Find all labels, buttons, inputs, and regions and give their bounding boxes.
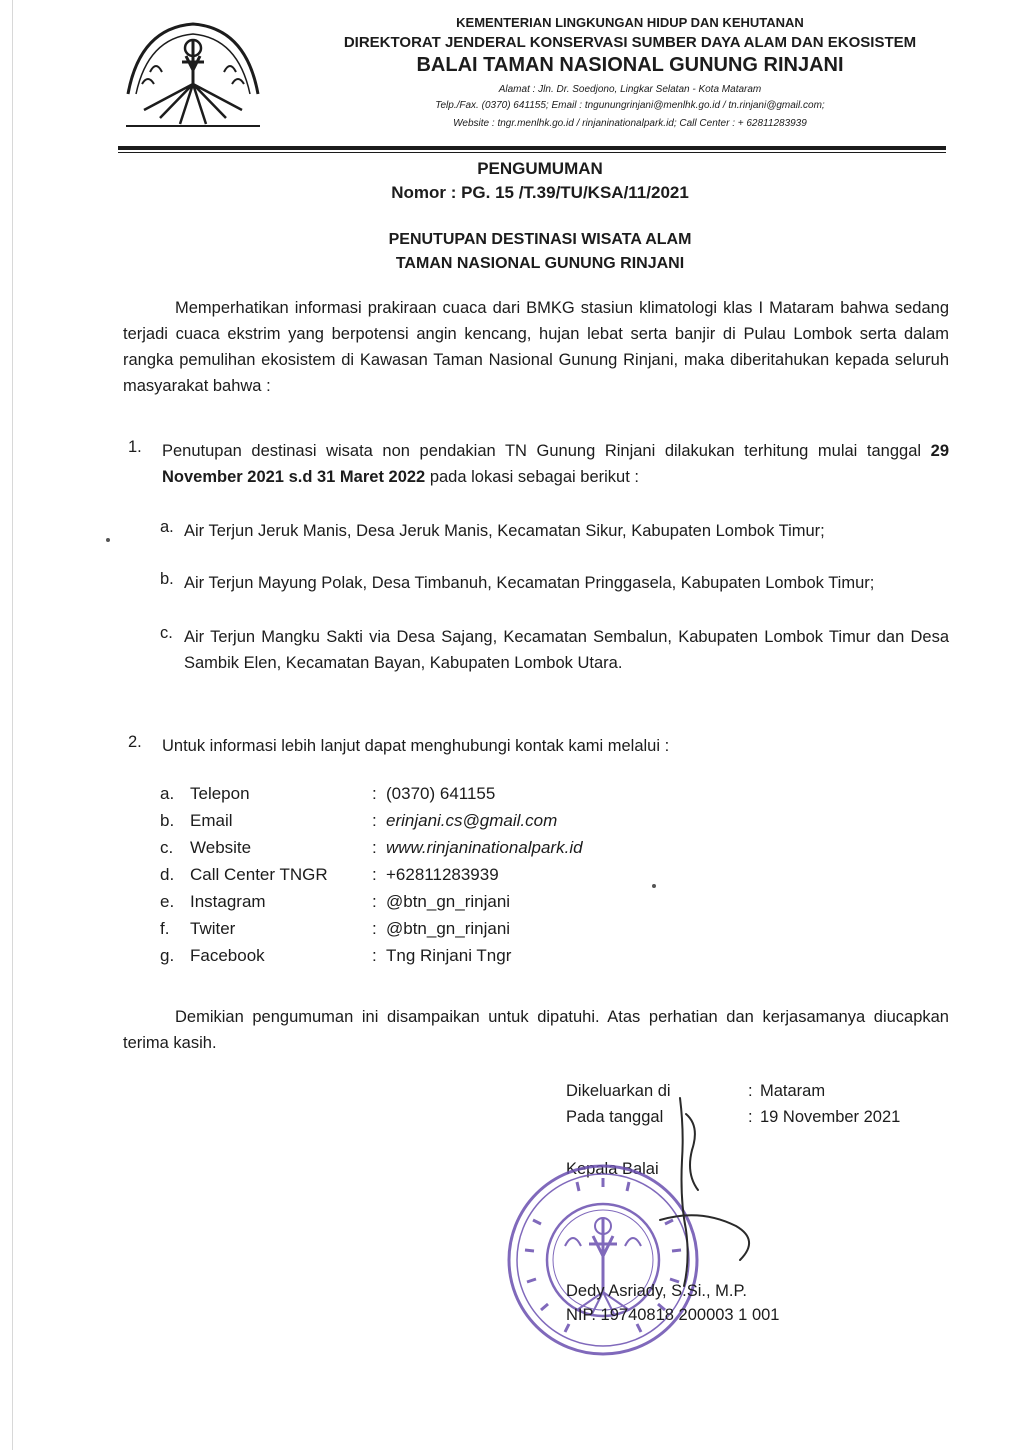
office-name: BALAI TAMAN NASIONAL GUNUNG RINJANI	[416, 54, 844, 76]
item-1-number: 1.	[128, 438, 142, 456]
contact-colon: :	[372, 892, 377, 911]
scan-speck	[106, 538, 110, 542]
subject-line-1: PENUTUPAN DESTINASI WISATA ALAM	[388, 231, 692, 248]
item-2-number: 2.	[128, 733, 142, 751]
directorate-name: DIREKTORAT JENDERAL KONSERVASI SUMBER DAYA ALAM DAN EKOSISTEM	[343, 34, 917, 51]
item-2-text: Untuk informasi lebih lanjut dapat menghubungi kontak kami melalui :	[162, 737, 670, 755]
signer-nip: NIP. 19740818 200003 1 001	[566, 1306, 780, 1324]
contact-letter: d.	[160, 865, 175, 884]
contact-colon: :	[372, 946, 377, 965]
contact-label: Instagram	[190, 892, 266, 911]
ministry-name: KEMENTERIAN LINGKUNGAN HIDUP DAN KEHUTANAN	[456, 15, 804, 30]
contact-label: Facebook	[190, 946, 265, 965]
document-type: PENGUMUMAN	[477, 159, 603, 178]
contact-value: +62811283939	[386, 865, 499, 884]
handwritten-signature	[640, 1090, 780, 1290]
issued-at-value: Mataram	[760, 1082, 826, 1100]
contact-letter: b.	[160, 811, 175, 830]
contact-value: www.rinjaninationalpark.id	[386, 838, 583, 857]
contact-row-facebook	[160, 946, 660, 972]
office-phone-email: Telp./Fax. (0370) 641155; Email : tngunungrinjani@menlhk.go.id / tn.rinjani@gmail.com;	[435, 100, 825, 111]
contact-row-twitter	[160, 919, 660, 945]
contact-value: @btn_gn_rinjani	[386, 919, 511, 938]
location-text: Air Terjun Mangku Sakti via Desa Sajang, Kecamatan Sembalun, Kabupaten Lombok Timur dan Desa Sambik Elen, Kecamatan Bayan, Kabupaten Lombok Utara.	[184, 628, 949, 672]
contact-row-call-center	[160, 865, 660, 891]
location-text: Air Terjun Mayung Polak, Desa Timbanuh, Kecamatan Pringgasela, Kabupaten Lombok Timur;	[184, 574, 875, 592]
location-text: Air Terjun Jeruk Manis, Desa Jeruk Manis, Kecamatan Sikur, Kabupaten Lombok Timur;	[184, 522, 825, 540]
document-number: Nomor : PG. 15 /T.39/TU/KSA/11/2021	[391, 183, 689, 202]
location-letter: a.	[160, 518, 174, 536]
contact-row-website	[160, 838, 660, 864]
contact-row-instagram	[160, 892, 660, 918]
location-letter: b.	[160, 570, 174, 588]
contact-value: (0370) 641155	[386, 784, 496, 803]
contact-label: Email	[190, 811, 233, 830]
office-website: Website : tngr.menlhk.go.id / rinjaninationalpark.id; Call Center : + 62811283939	[453, 118, 807, 129]
issued-at-colon: :	[748, 1082, 753, 1100]
contact-label: Call Center TNGR	[190, 865, 328, 884]
signer-name: Dedy Asriady, S.Si., M.P.	[566, 1282, 747, 1300]
contact-label: Twiter	[190, 919, 236, 938]
contact-value: @btn_gn_rinjani	[386, 892, 511, 911]
contact-colon: :	[372, 811, 377, 830]
contact-letter: a.	[160, 784, 175, 803]
issued-date-colon: :	[748, 1108, 753, 1126]
contact-colon: :	[372, 784, 377, 803]
contact-letter: c.	[160, 838, 174, 857]
issued-at-label: Dikeluarkan di	[566, 1082, 671, 1100]
contact-letter: g.	[160, 946, 175, 965]
contact-colon: :	[372, 919, 377, 938]
contact-label: Website	[190, 838, 252, 857]
item-1-text-before: Penutupan destinasi wisata non pendakian TN Gunung Rinjani dilakukan terhitung mulai tanggal	[162, 442, 931, 460]
issued-date-value: 19 November 2021	[760, 1108, 901, 1126]
item-1-date-range: 29 November 2021 s.d 31 Maret 2022	[162, 442, 949, 486]
rinjani-logo	[120, 14, 266, 136]
contact-value: erinjani.cs@gmail.com	[386, 811, 558, 830]
item-1-text	[162, 438, 949, 490]
intro-paragraph: Memperhatikan informasi prakiraan cuaca dari BMKG stasiun klimatologi klas I Mataram bahwa sedang terjadi cuaca ekstrim yang berpotensi angin kencang, hujan lebat serta banjir di Pulau Lombok serta dalam rangka pemulihan ekosistem di Kawasan Taman Nasional Gunung Rinjani, maka diberitahukan kepada seluruh masyarakat bahwa :	[123, 299, 949, 395]
contact-row-email	[160, 811, 660, 837]
contact-letter: f.	[160, 919, 170, 938]
item-1-text-after: pada lokasi sebagai berikut :	[425, 468, 639, 486]
scan-speck	[652, 884, 656, 888]
location-letter: c.	[160, 624, 173, 642]
issued-date-label: Pada tanggal	[566, 1108, 664, 1126]
contact-row-phone	[160, 784, 660, 810]
subject-line-2: TAMAN NASIONAL GUNUNG RINJANI	[395, 255, 685, 272]
scan-edge	[12, 0, 13, 1450]
closing-paragraph: Demikian pengumuman ini disampaikan untuk dipatuhi. Atas perhatian dan kerjasamanya diucapkan terima kasih.	[123, 1008, 949, 1052]
letterhead-divider-thin	[118, 152, 946, 153]
contact-letter: e.	[160, 892, 175, 911]
contact-colon: :	[372, 838, 377, 857]
contact-value: Tng Rinjani Tngr	[386, 946, 512, 965]
contact-label: Telepon	[190, 784, 250, 803]
office-address: Alamat : Jln. Dr. Soedjono, Lingkar Selatan - Kota Mataram	[498, 84, 762, 95]
contact-colon: :	[372, 865, 377, 884]
signer-position: Kepala Balai	[566, 1160, 659, 1178]
letterhead-divider-thick	[118, 146, 946, 150]
